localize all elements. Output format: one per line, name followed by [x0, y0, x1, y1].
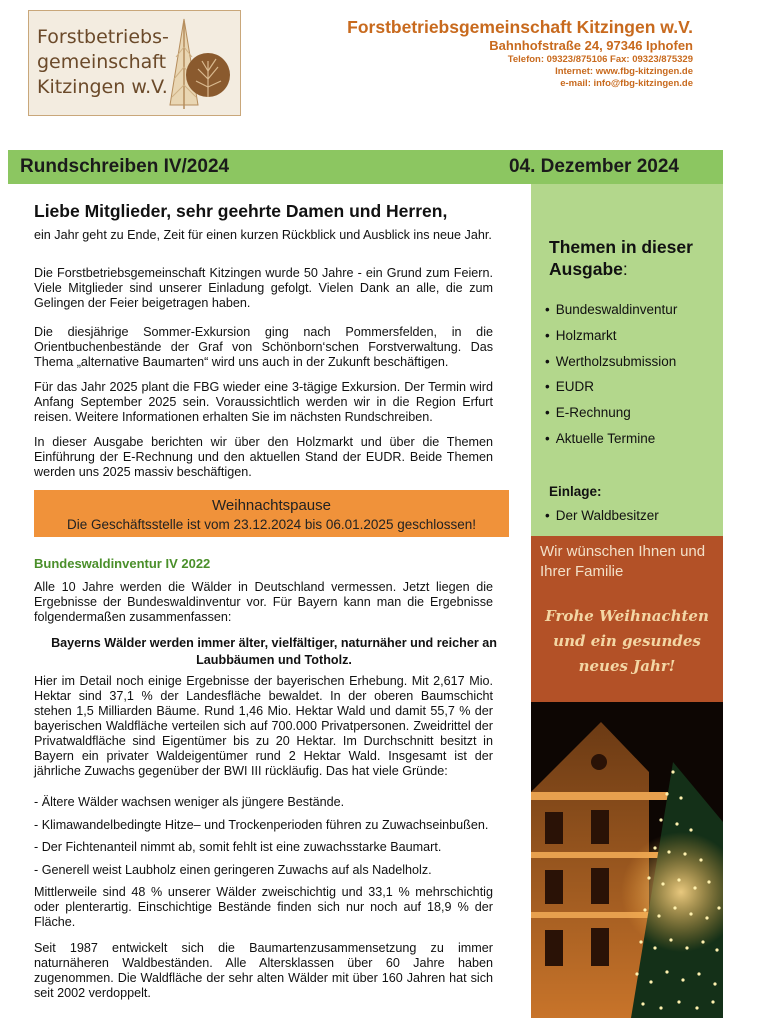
christmas-break-text: Die Geschäftsstelle ist vom 23.12.2024 bis 06.01.2025 geschlossen!	[67, 517, 476, 532]
topic-item: • Holzmarkt	[545, 326, 677, 352]
topics-heading-word: Ausgabe	[549, 259, 623, 279]
logo	[28, 10, 241, 116]
bwi-details-paragraph: Hier im Detail noch einige Ergebnisse der bayerischen Erhebung. Mit 2,617 Mio. Hektar sind 37,1 % der Landesfläche bewaldet. In der oberen Baumschicht stehen 1,5 Milliarden Bäume. Rund 1,46 Mio. Hektar Wald und damit 55,7 % der bayerischen Waldfläche verteilen sich auf 700.000 Privatpersonen. Zweidrittel der Privatwaldfläche sind Eigentümer bis zu 20 Hektar. Im Durchschnitt besitzt in Bayern ein privater Waldeigentümer rund 2 Hektar Wald. Insgesamt ist der jährliche Zuwachs gegenüber der BWI III rückläufig. Das hat viele Gründe:	[34, 674, 493, 778]
intro-paragraph: ein Jahr geht zu Ende, Zeit für einen kurzen Rückblick und Ausblick ins neue Jahr.	[34, 228, 492, 242]
christmas-greeting	[531, 536, 723, 702]
logo-line-1: Forstbetriebs-	[37, 26, 169, 48]
newsletter-date: 04. Dezember 2024	[508, 156, 679, 177]
enclosure-item: • Der Waldbesitzer	[545, 508, 659, 523]
org-email[interactable]: e-mail: info@fbg-kitzingen.de	[560, 78, 693, 89]
topic-item: • Aktuelle Termine	[545, 429, 677, 455]
newsletter-title: Rundschreiben IV/2024	[20, 156, 230, 177]
reason-item: - Generell weist Laubholz einen geringeren Zuwachs auf als Nadelholz.	[34, 863, 432, 877]
topics-heading	[549, 236, 719, 280]
org-name: Forstbetriebsgemeinschaft Kitzingen w.V.	[347, 17, 693, 37]
composition-paragraph: Seit 1987 entwickelt sich die Baumartenzusammensetzung zu immer naturnäheren Waldbeständen. Alle Altersklassen über 60 Jahre haben zugenommen. Die Waldfläche der sehr alten Wälder mit über 160 Jahren hat sich seit 2002 verdoppelt.	[34, 941, 493, 1000]
topics-sidebar	[531, 184, 723, 536]
anniversary-paragraph: Die Forstbetriebsgemeinschaft Kitzingen wurde 50 Jahre - ein Grund zum Feiern. Viele Mitglieder sind unserer Einladung gefolgt. Vielen Dank an alle, die zum Gelingen der Feier beigetragen haben.	[34, 266, 493, 310]
logo-text	[37, 25, 167, 100]
wish-line-3: neues Jahr!	[578, 657, 676, 675]
christmas-tree-image	[531, 702, 723, 1018]
bwi-highlight: Bayerns Wälder werden immer älter, vielfältiger, naturnäher und reicher an Laubbäumen und Totholz.	[51, 636, 497, 667]
topics-heading-colon: :	[622, 259, 628, 279]
greeting-text: Wir wünschen Ihnen und Ihrer Familie	[540, 543, 706, 580]
topics-list	[545, 300, 677, 455]
enclosure-label: Einlage:	[549, 484, 602, 499]
logo-line-2: gemeinschaft	[37, 51, 167, 73]
org-internet[interactable]: Internet: www.fbg-kitzingen.de	[555, 66, 693, 77]
wish-line-1: Frohe Weihnachten	[545, 607, 709, 625]
topic-item: • Bundeswaldinventur	[545, 300, 677, 326]
topics-paragraph: In dieser Ausgabe berichten wir über den Holzmarkt und über die Themen Einführung der E-Rechnung und den aktuellen Stand der EUDR. Beide Themen werden uns 2025 massiv beschäftigen.	[34, 435, 493, 479]
topic-item: • E-Rechnung	[545, 403, 677, 429]
christmas-break-title: Weihnachtspause	[212, 497, 331, 514]
topic-item: • Wertholzsubmission	[545, 352, 677, 378]
title-bar	[8, 150, 723, 184]
org-address: Bahnhofstraße 24, 97346 Iphofen	[489, 38, 693, 53]
layers-paragraph: Mittlerweile sind 48 % unserer Wälder zweischichtig und 33,1 % mehrschichtig oder plenterartig. Einschichtige Bestände finden sich nur noch auf 18,9 % der Fläche.	[34, 885, 493, 929]
christmas-wish	[531, 604, 723, 679]
org-phone: Telefon: 09323/875106 Fax: 09323/875329	[507, 54, 693, 65]
salutation: Liebe Mitglieder, sehr geehrte Damen und Herren,	[34, 201, 448, 221]
topic-item: • EUDR	[545, 377, 677, 403]
tree-logo-icon	[166, 17, 232, 111]
section-title-bwi: Bundeswaldinventur IV 2022	[34, 556, 211, 571]
bwi-intro-paragraph: Alle 10 Jahre werden die Wälder in Deutschland vermessen. Jetzt liegen die Ergebnisse der Bundeswaldinventur vor. Für Bayern kann man die Ergebnisse folgendermaßen zusammenfassen:	[34, 580, 493, 624]
logo-line-3: Kitzingen w.V.	[37, 76, 168, 98]
topics-heading-line-2	[549, 258, 719, 280]
org-info	[347, 16, 693, 90]
reason-item: - Der Fichtenanteil nimmt ab, somit fehlt ist eine zuwachsstarke Baumart.	[34, 840, 442, 854]
christmas-tree-photo	[531, 702, 723, 1018]
wish-line-2: und ein gesundes	[553, 632, 701, 650]
topics-heading-line-1: Themen in dieser	[549, 237, 693, 257]
reason-item: - Klimawandelbedingte Hitze– und Trockenperioden führen zu Zuwachseinbußen.	[34, 818, 489, 832]
christmas-break-notice	[34, 490, 509, 537]
reason-item: - Ältere Wälder wachsen weniger als jüngere Bestände.	[34, 795, 345, 809]
excursion-paragraph: Die diesjährige Sommer-Exkursion ging nach Pommersfelden, in die Orientbuchenbestände der Graf von Schönborn‘schen Forstverwaltung. Das Thema „alternative Baumarten“ wird uns auch in der Zukunft beschäftigen.	[34, 325, 493, 369]
excursion-2025-paragraph: Für das Jahr 2025 plant die FBG wieder eine 3-tägige Exkursion. Der Termin wird Anfang September 2025 sein. Voraussichtlich werden wir in die Region Erfurt reisen. Weitere Informationen erhalten Sie im nächsten Rundschreiben.	[34, 380, 493, 424]
